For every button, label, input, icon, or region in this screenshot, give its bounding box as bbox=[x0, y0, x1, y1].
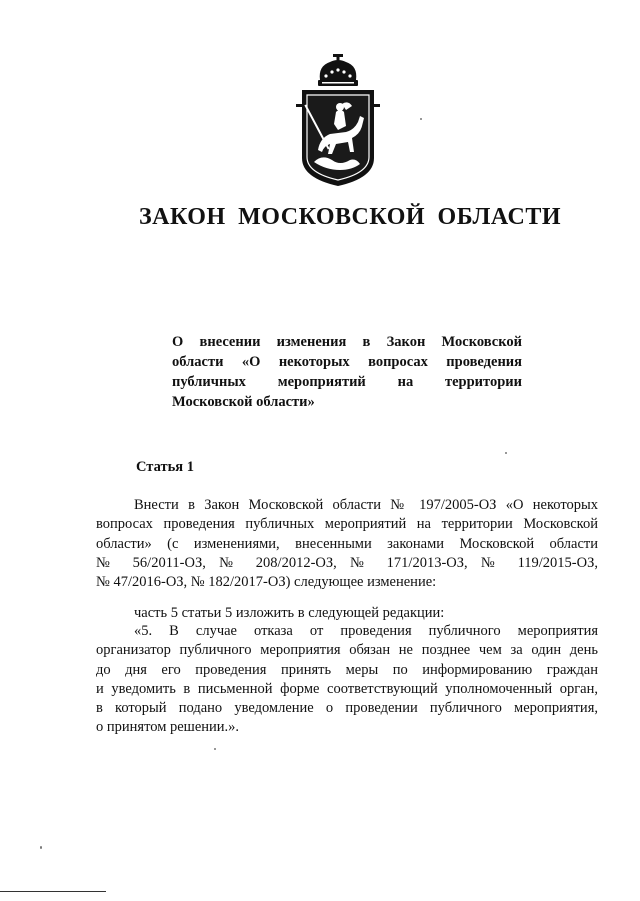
paragraph-line: часть 5 статьи 5 изложить в следующей редакции: bbox=[134, 605, 445, 621]
scan-speck bbox=[214, 748, 216, 750]
article-heading: Статья 1 bbox=[136, 459, 194, 475]
paragraph-line: области» (с изменениями, внесенными законами Московской области bbox=[96, 535, 598, 552]
scan-speck bbox=[420, 118, 422, 120]
paragraph-line: № 56/2011-ОЗ, № 208/2012-ОЗ, № 171/2013-ОЗ, № 119/2015-ОЗ, bbox=[96, 554, 598, 571]
subject-line: области «О некоторых вопросах проведения bbox=[172, 354, 522, 370]
paragraph-line: Внести в Закон Московской области № 197/2005-ОЗ «О некоторых bbox=[134, 497, 598, 513]
moscow-oblast-coat-of-arms-icon bbox=[296, 54, 380, 188]
paragraph-line: организатор публичного мероприятия обязан не позднее чем за один день bbox=[96, 642, 598, 659]
law-title: ЗАКОН МОСКОВСКОЙ ОБЛАСТИ bbox=[138, 204, 561, 230]
subject-line: О внесении изменения в Закон Московской bbox=[172, 334, 522, 350]
paragraph-amendment-intro bbox=[96, 496, 598, 592]
scan-speck bbox=[40, 846, 42, 849]
scan-speck bbox=[505, 452, 507, 454]
paragraph-line: «5. В случае отказа от проведения публичного мероприятия bbox=[134, 623, 598, 639]
subject-line: Московской области» bbox=[172, 394, 315, 410]
paragraph-line: № 47/2016-ОЗ, № 182/2017-ОЗ) следующее изменение: bbox=[96, 574, 437, 591]
paragraph-line: до дня его проведения принять меры по информированию граждан bbox=[96, 661, 598, 678]
paragraph-new-wording bbox=[96, 622, 598, 738]
law-subject bbox=[172, 332, 522, 412]
paragraph-line: и уведомить в письменной форме соответствующий уполномоченный орган, bbox=[96, 680, 598, 697]
paragraph-line: в который подано уведомление о проведении публичного мероприятия, bbox=[96, 700, 598, 717]
paragraph-line: вопросах проведения публичных мероприятий на территории Московской bbox=[96, 516, 598, 533]
paragraph-instruction bbox=[96, 604, 598, 623]
paragraph-line: о принятом решении.». bbox=[96, 719, 240, 736]
footer-rule bbox=[0, 891, 106, 892]
subject-line: публичных мероприятий на территории bbox=[172, 374, 522, 390]
